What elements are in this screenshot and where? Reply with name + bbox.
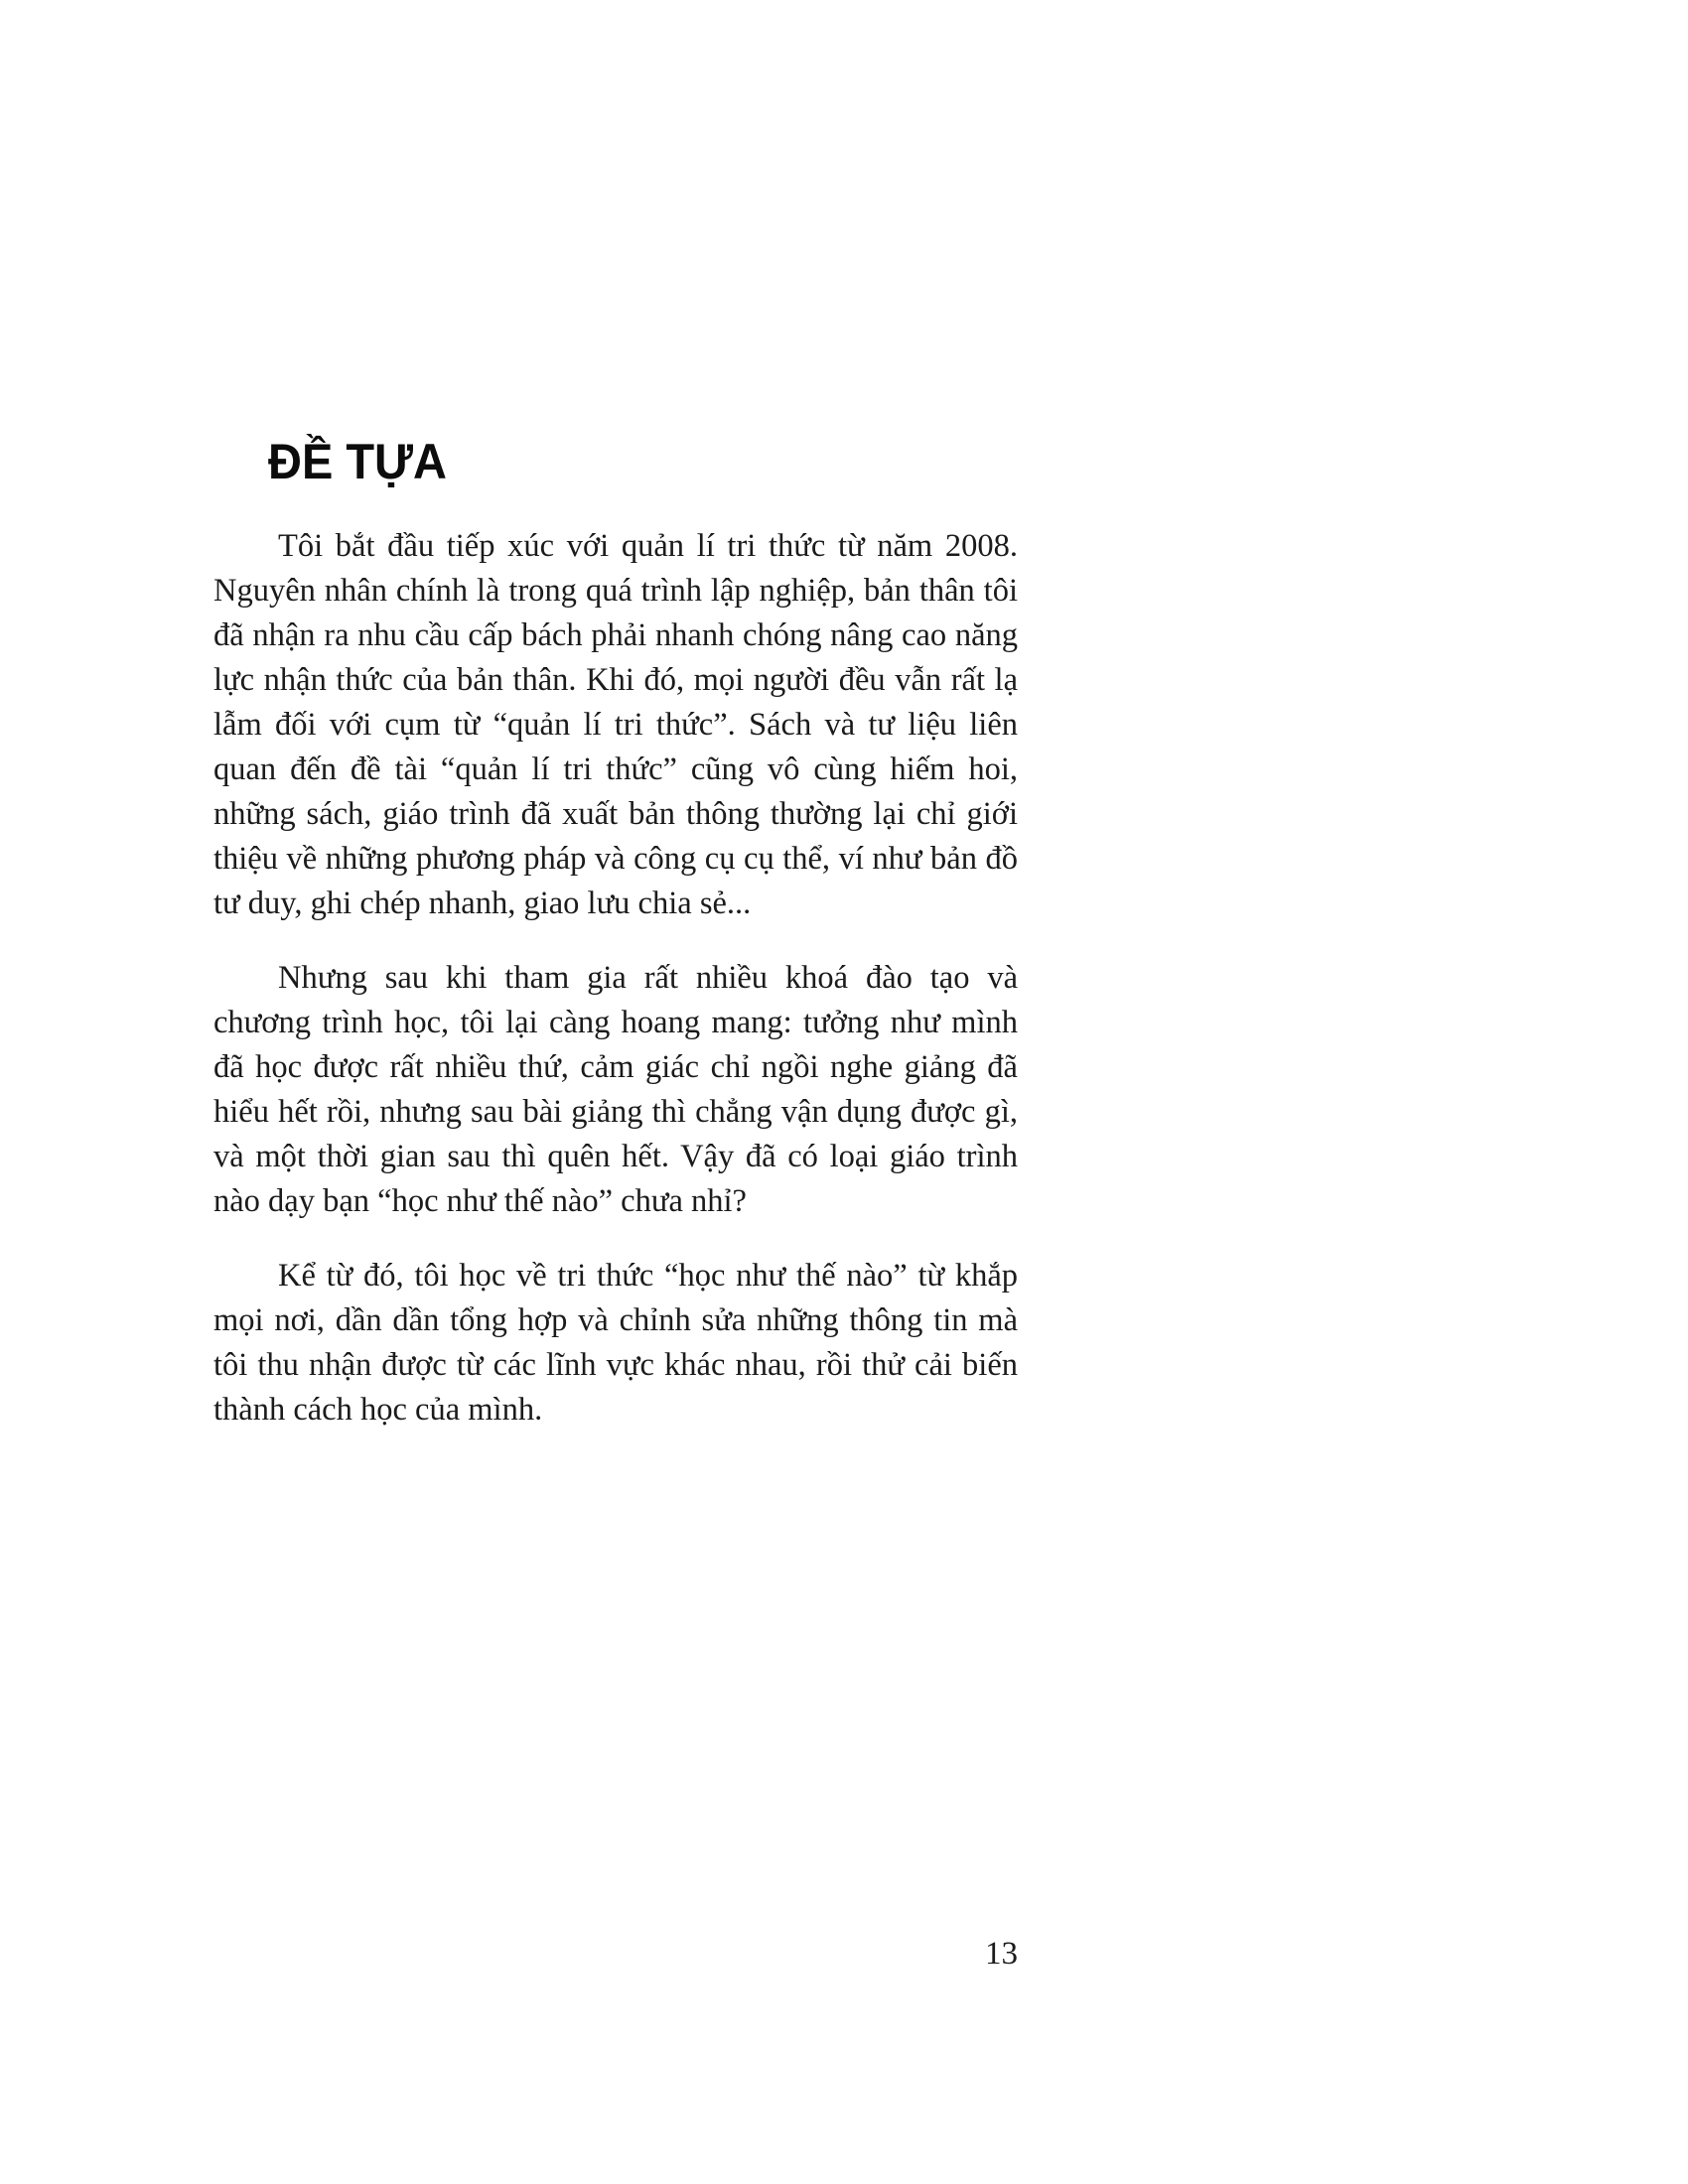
- paragraph-1: Tôi bắt đầu tiếp xúc với quản lí tri thức từ năm 2008. Nguyên nhân chính là trong quá trình lập nghiệp, bản thân tôi đã nhận ra nhu cầu cấp bách phải nhanh chóng nâng cao năng lực nhận thức của bản thân. Khi đó, mọi người đều vẫn rất lạ lẫm đối với cụm từ “quản lí tri thức”. Sách và tư liệu liên quan đến đề tài “quản lí tri thức” cũng vô cùng hiếm hoi, những sách, giáo trình đã xuất bản thông thường lại chỉ giới thiệu về những phương pháp và công cụ cụ thể, ví như bản đồ tư duy, ghi chép nhanh, giao lưu chia sẻ...: [213, 528, 1018, 921]
- paragraph-3: Kể từ đó, tôi học về tri thức “học như thế nào” từ khắp mọi nơi, dần dần tổng hợp và chỉnh sửa những thông tin mà tôi thu nhận được từ các lĩnh vực khác nhau, rồi thử cải biến thành cách học của mình.: [213, 1258, 1018, 1428]
- chapter-title: ĐỀ TỰA: [268, 434, 447, 489]
- page-content: [213, 435, 1018, 1433]
- page-number: 13: [985, 1936, 1018, 1972]
- paragraph-2: Nhưng sau khi tham gia rất nhiều khoá đào tạo và chương trình học, tôi lại càng hoang mang: tưởng như mình đã học được rất nhiều thứ, cảm giác chỉ ngồi nghe giảng đã hiểu hết rồi, nhưng sau bài giảng thì chẳng vận dụng được gì, và một thời gian sau thì quên hết. Vậy đã có loại giáo trình nào dạy bạn “học như thế nào” chưa nhỉ?: [213, 960, 1018, 1219]
